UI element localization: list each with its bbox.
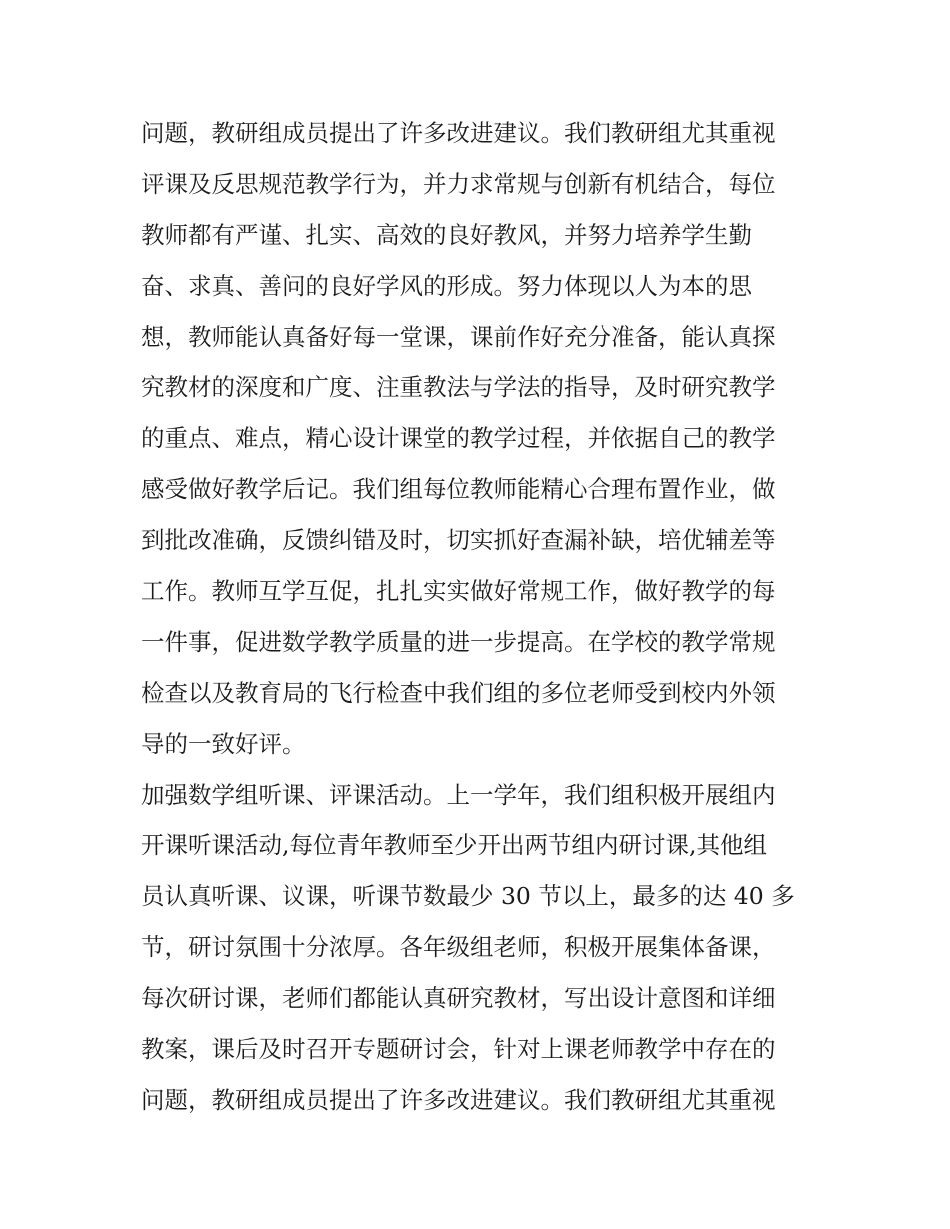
text-line: 导的一致好评。 — [141, 729, 306, 758]
text-line: 一件事，促进数学教学质量的进一步提高。在学校的教学常规 — [141, 627, 776, 656]
text-line: 工作。教师互学互促，扎扎实实做好常规工作，做好教学的每 — [141, 577, 776, 606]
text-line: 开课听课活动,每位青年教师至少开出两节组内研讨课,其他组 — [141, 831, 767, 860]
text-line: 感受做好教学后记。我们组每位教师能精心合理布置作业，做 — [141, 475, 776, 504]
text-line: 教师都有严谨、扎实、高效的良好教风，并努力培养学生勤 — [141, 220, 752, 249]
text-line: 检查以及教育局的飞行检查中我们组的多位老师受到校内外领 — [141, 678, 776, 707]
text-line: 奋、求真、善问的良好学风的形成。努力体现以人为本的思 — [141, 271, 752, 300]
text-line: 的重点、难点，精心设计课堂的教学过程，并依据自己的教学 — [141, 424, 776, 453]
text-line: 问题，教研组成员提出了许多改进建议。我们教研组尤其重视 — [141, 1085, 776, 1114]
text-line: 到批改准确，反馈纠错及时，切实抓好查漏补缺，培优辅差等 — [141, 526, 776, 555]
text-line: 每次研讨课，老师们都能认真研究教材，写出设计意图和详细 — [141, 984, 776, 1013]
text-line: 节，研讨氛围十分浓厚。各年级组老师，积极开展集体备课， — [141, 933, 776, 962]
document-body — [141, 108, 821, 1126]
text-line: 评课及反思规范教学行为，并力求常规与创新有机结合，每位 — [141, 169, 776, 198]
text-line: 想，教师能认真备好每一堂课，课前作好充分准备，能认真探 — [141, 322, 776, 351]
text-line: 教案，课后及时召开专题研讨会，针对上课老师教学中存在的 — [141, 1035, 776, 1064]
text-line: 究教材的深度和广度、注重教法与学法的指导，及时研究教学 — [141, 373, 776, 402]
text-line: 加强数学组听课、评课活动。上一学年，我们组积极开展组内 — [141, 780, 776, 809]
text-line: 问题，教研组成员提出了许多改进建议。我们教研组尤其重视 — [141, 119, 776, 147]
text-line: 员认真听课、议课，听课节数最少 30 节以上，最多的达 40 多 — [141, 882, 795, 911]
